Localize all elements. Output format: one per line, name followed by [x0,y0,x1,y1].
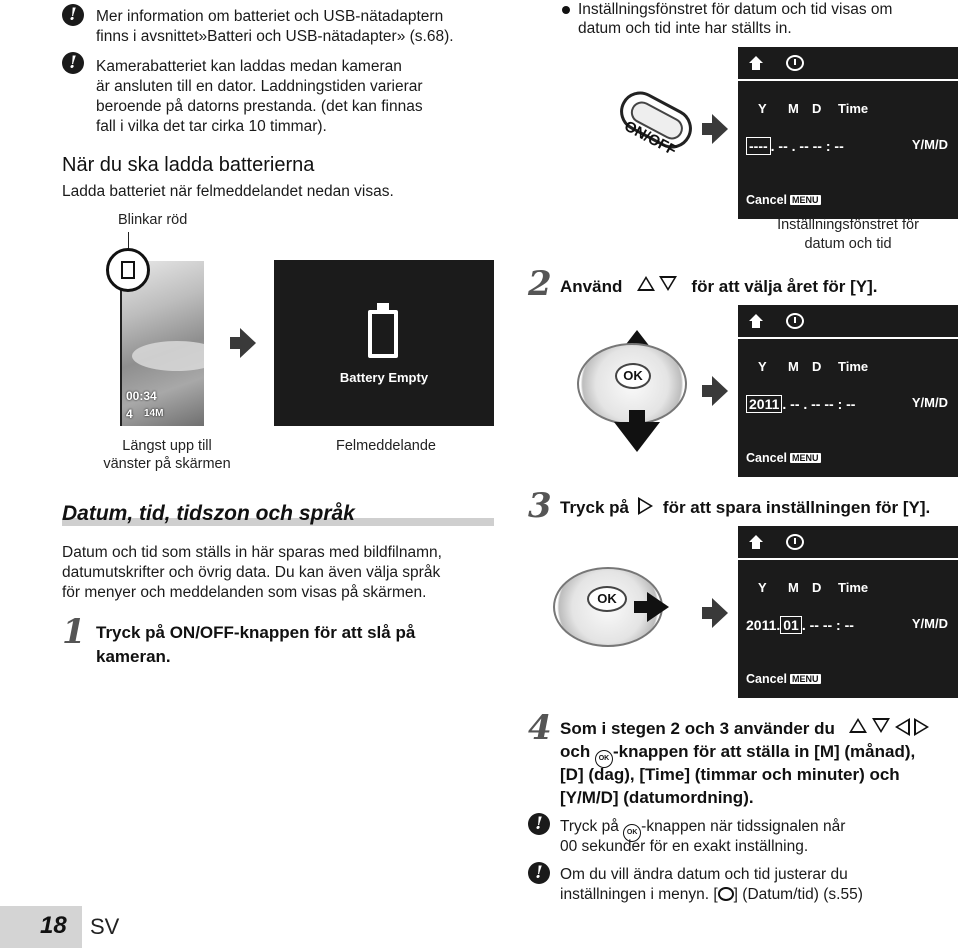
section-body-line2: datumutskrifter och övrig data. Du kan även välja språk [62,564,441,581]
down-arrow-icon [872,718,890,733]
step-1-line1: Tryck på ON/OFF-knappen för att slå på [96,623,416,642]
section-body-line3: för menyer och meddelanden som visas på skärmen. [62,584,427,601]
ok-button-icon: OK [623,824,641,842]
step-4-line1: Som i stegen 2 och 3 använder du [560,718,929,740]
bullet-line1: Inställningsfönstret för datum och tid visas om [578,1,893,18]
caution-icon: ! [62,4,84,26]
note3-line1: Tryck på OK -knappen när tidssignalen når [560,817,845,842]
header-m: M [788,580,799,595]
battery-empty-text: Battery Empty [339,370,429,385]
up-arrow-icon [849,718,867,733]
clock-icon [786,55,804,71]
page-number: 18 [40,912,67,939]
arrow-right-icon [712,598,728,628]
header-time: Time [838,101,869,116]
battery-indicator-zoom [106,248,150,292]
menu-button-icon: MENU [792,195,819,205]
note4-line2: inställningen i menyn. [ ] (Datum/tid) (s.55) [560,886,863,903]
down-arrow-icon [659,276,677,291]
note-charging-line1: Kamerabatteriet kan laddas medan kameran [96,58,402,75]
caution-icon: ! [528,862,550,884]
note3-line2: 00 sekunder för en exakt inställning. [560,838,809,855]
step-4-line3: [D] (dag), [Time] (timmar och minuter) och [560,765,900,784]
arrow-right-icon [240,328,256,358]
header-time: Time [838,359,869,374]
right-arrow-icon [914,718,929,736]
note-battery-info-line1: Mer information om batteriet och USB-nätadaptern [96,8,444,25]
header-y: Y [758,359,767,374]
right-arrow-icon [647,592,669,622]
onoff-label: ON/OFF [621,117,680,160]
note4-line1: Om du vill ändra datum och tid justerar du [560,866,848,883]
lcd-count: 4 [126,407,133,421]
header-y: Y [758,580,767,595]
bullet-line2: datum och tid inte har ställts in. [578,20,792,37]
date-order: Y/M/D [911,395,948,410]
note-charging-line4: fall i vilka det tar cirka 10 timmar). [96,118,327,135]
date-order: Y/M/D [911,137,948,152]
date-values: 2011 . -- . -- -- : -- [746,395,855,413]
note-charging-line3: beroende på datorns prestanda. (det kan finnas [96,98,423,115]
header-time: Time [838,580,869,595]
blink-label: Blinkar röd [118,212,188,228]
date-time-screen-1 [738,47,958,219]
step-4-number: 4 [528,708,552,748]
caption-top-left-l2: vänster på skärmen [103,456,231,472]
arrow-right-icon [712,376,728,406]
ok-button: OK [615,363,651,389]
battery-empty-icon [368,310,398,358]
year-field: 2011 [746,395,782,413]
cancel-label: Cancel MENU [746,672,819,686]
screen-caption-l1: Inställningsfönstret för [777,217,919,233]
header-m: M [788,359,799,374]
home-icon [748,55,764,71]
month-field: 01 [780,616,802,634]
battery-small-icon [121,261,135,279]
header-m: M [788,101,799,116]
lcd-time: 00:34 [126,389,157,403]
note-battery-info-line2: finns i avsnittet»Batteri och USB-nätadapter» (s.68). [96,28,454,45]
clock-icon [786,534,804,550]
date-values: 2011. 01 . -- -- : -- [746,617,854,633]
cancel-label: Cancel MENU [746,451,819,465]
caution-icon: ! [62,52,84,74]
step-1-number: 1 [62,612,86,652]
bullet-icon [562,6,570,14]
date-order: Y/M/D [911,616,948,631]
section-body-line1: Datum och tid som ställs in här sparas med bildfilnamn, [62,544,442,561]
step-4-line4: [Y/M/D] (datumordning). [560,788,754,807]
down-arrow-icon [614,422,660,452]
header-d: D [812,580,822,595]
header-y: Y [758,101,767,116]
home-icon [748,534,764,550]
language-code: SV [90,914,120,939]
header-d: D [812,101,822,116]
note-charging-line2: är ansluten till en dator. Laddningstiden varierar [96,78,423,95]
charge-heading: När du ska ladda batterierna [62,154,315,176]
menu-button-icon: MENU [792,674,819,684]
step-3-text: Tryck på för att spara inställningen för [Y]. [560,498,931,517]
up-arrow-icon [637,276,655,291]
left-arrow-icon [895,718,910,736]
step-2-text: Använd för att välja året för [Y]. [560,277,878,296]
error-message-screen [274,260,494,426]
section-title: Datum, tid, tidszon och språk [62,502,355,525]
charge-subtext: Ladda batteriet när felmeddelandet nedan visas. [62,183,394,200]
step-4-line2: och OK -knappen för att ställa in [M] (månad), [560,741,915,768]
year-field: ---- [746,137,771,155]
year-value: 2011 [746,617,777,633]
clock-icon [786,313,804,329]
date-values: ---- . -- . -- -- : -- [746,137,844,155]
right-arrow-icon [638,497,653,515]
clock-icon [718,887,734,901]
screen-caption-l2: datum och tid [804,236,892,252]
home-icon [748,313,764,329]
date-time-screen-2 [738,305,958,477]
caption-error-message: Felmeddelande [336,438,436,454]
arrow-right-icon [712,114,728,144]
lcd-size: 14M [144,408,164,419]
step-1-line2: kameran. [96,647,171,666]
menu-button-icon: MENU [792,453,819,463]
ok-button-icon: OK [595,750,613,768]
ok-button: OK [587,586,627,612]
step-3-number: 3 [528,486,552,526]
caption-top-left-l1: Längst upp till [122,438,212,454]
step-2-number: 2 [528,264,552,304]
header-d: D [812,359,822,374]
date-time-screen-3 [738,526,958,698]
caution-icon: ! [528,813,550,835]
cancel-label: Cancel MENU [746,193,819,207]
